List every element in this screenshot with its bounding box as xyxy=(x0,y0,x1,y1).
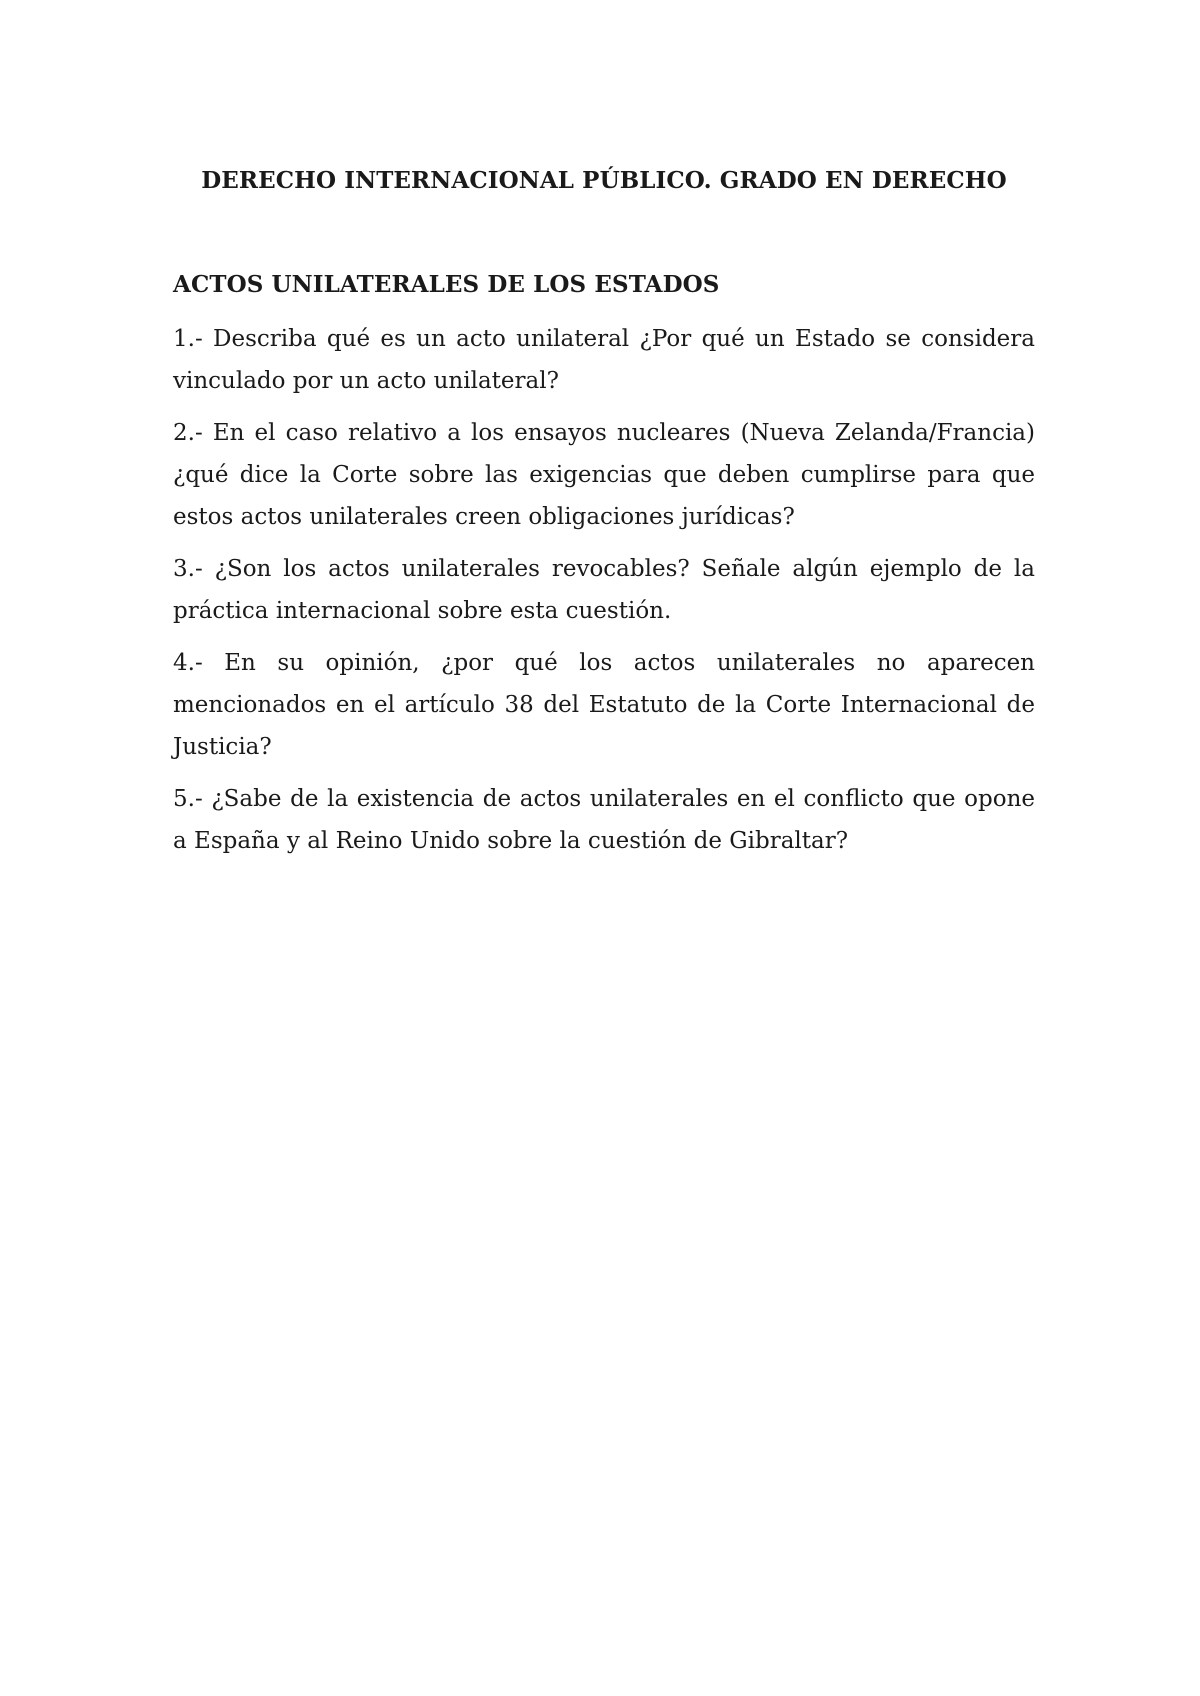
question-3: 3.- ¿Son los actos unilaterales revocables? Señale algún ejemplo de la práctica internacional sobre esta cuestión. xyxy=(173,556,1035,624)
document-title: DERECHO INTERNACIONAL PÚBLICO. GRADO EN DERECHO xyxy=(201,167,1007,194)
question-5: 5.- ¿Sabe de la existencia de actos unilaterales en el conflicto que opone a España y al Reino Unido sobre la cuestión de Gibraltar? xyxy=(173,786,1035,854)
question-1: 1.- Describa qué es un acto unilateral ¿Por qué un Estado se considera vinculado por un acto unilateral? xyxy=(173,326,1035,394)
question-4: 4.- En su opinión, ¿por qué los actos unilaterales no aparecen mencionados en el artículo 38 del Estatuto de la Corte Internacional de Justicia? xyxy=(173,650,1035,760)
question-2: 2.- En el caso relativo a los ensayos nucleares (Nueva Zelanda/Francia) ¿qué dice la Corte sobre las exigencias que deben cumplirse para que estos actos unilaterales creen obligaciones jurídicas? xyxy=(173,420,1035,530)
section-title: ACTOS UNILATERALES DE LOS ESTADOS xyxy=(173,271,720,298)
document-body xyxy=(173,160,1035,862)
